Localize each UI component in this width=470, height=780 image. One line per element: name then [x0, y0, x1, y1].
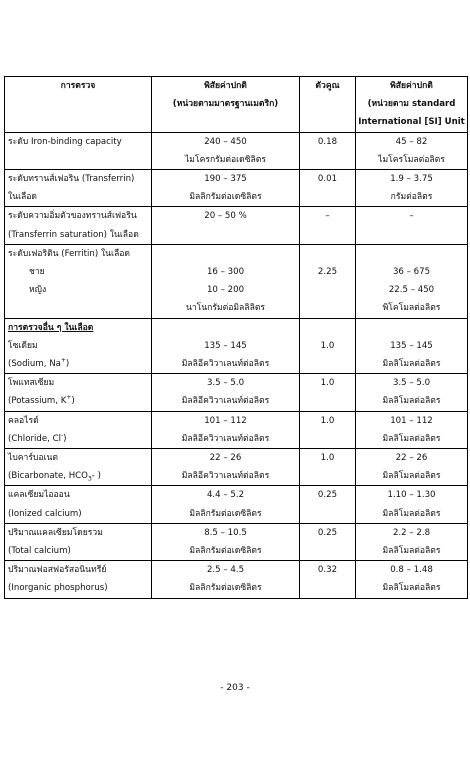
table-row	[5, 523, 468, 560]
factor-cell: 1.0	[300, 374, 356, 411]
factor-cell: 1.0	[300, 318, 356, 374]
test-name-cell: ปริมาณแคลเซียมโดยรวม (Total calcium)	[5, 523, 152, 560]
factor-cell: 0.18	[300, 132, 356, 169]
table-row	[5, 374, 468, 411]
test-name-cell: โพแทสเซียม (Potassium, K+)	[5, 374, 152, 411]
metric-range-cell: 190 – 375 มิลลิกรัมต่อเดซิลิตร	[152, 170, 300, 207]
factor-cell: 0.25	[300, 486, 356, 523]
header-metric-line-1: พิสัยค่าปกติ	[204, 81, 247, 91]
test-name-cell: การตรวจอื่น ๆ ในเลือด โซเดียม (Sodium, Na+)	[5, 318, 152, 374]
factor-cell: 2.25	[300, 244, 356, 318]
si-range-cell: 101 – 112 มิลลิโมลต่อลิตร	[356, 411, 468, 448]
header-test	[5, 77, 152, 133]
factor-cell: 1.0	[300, 449, 356, 486]
header-factor	[300, 77, 356, 133]
header-factor-label: ตัวคูณ	[315, 81, 340, 91]
sub-label-male: ชาย	[29, 267, 45, 278]
si-range-cell: 1.10 – 1.30 มิลลิโมลต่อลิตร	[356, 486, 468, 523]
factor-cell: 0.25	[300, 523, 356, 560]
sub-label-female: หญิง	[29, 285, 47, 296]
test-name-cell: ระดับ Iron-binding capacity	[5, 132, 152, 169]
metric-range-cell: 240 – 450 ไมโครกรัมต่อเดซิลิตร	[152, 132, 300, 169]
test-name-cell: ระดับความอิ่มตัวของทรานส์เฟอริน (Transferrin saturation) ในเลือด	[5, 207, 152, 244]
si-range-cell: 1.9 – 3.75 กรัมต่อลิตร	[356, 170, 468, 207]
table-row	[5, 486, 468, 523]
table-row	[5, 561, 468, 598]
test-name-cell: ไบคาร์บอเนต (Bicarbonate, $HCO_3-$ )	[5, 449, 152, 486]
header-metric-range	[152, 77, 300, 133]
header-metric-line-2: (หน่วยตามมาตรฐานเมตริก)	[172, 99, 279, 110]
factor-cell: 0.32	[300, 561, 356, 598]
si-range-cell: 2.2 – 2.8 มิลลิโมลต่อลิตร	[356, 523, 468, 560]
reference-range-table	[4, 76, 468, 599]
metric-range-cell: 8.5 – 10.5 มิลลิกรัมต่อเดซิลิตร	[152, 523, 300, 560]
header-test-label: การตรวจ	[60, 81, 96, 91]
si-range-cell: –	[356, 207, 468, 244]
si-range-cell: 36 – 675 22.5 – 450 พิโคโมลต่อลิตร	[356, 244, 468, 318]
metric-range-cell: 4.4 – 5.2 มิลลิกรัมต่อเดซิลิตร	[152, 486, 300, 523]
header-si-line-2: (หน่วยตาม standard	[367, 99, 456, 110]
metric-range-cell: 22 – 26 มิลลิอีควิวาเลนท์ต่อลิตร	[152, 449, 300, 486]
metric-range-cell: 135 – 145 มิลลิอีควิวาเลนท์ต่อลิตร	[152, 318, 300, 374]
table-row	[5, 170, 468, 207]
table-row	[5, 318, 468, 374]
si-range-cell: 22 – 26 มิลลิโมลต่อลิตร	[356, 449, 468, 486]
metric-range-cell: 20 – 50 %	[152, 207, 300, 244]
header-si-range	[356, 77, 468, 133]
factor-cell: 0.01	[300, 170, 356, 207]
test-name-cell: คลอไรด์ (Chloride, Cl-)	[5, 411, 152, 448]
table-row	[5, 132, 468, 169]
si-range-cell: 3.5 – 5.0 มิลลิโมลต่อลิตร	[356, 374, 468, 411]
section-title: การตรวจอื่น ๆ ในเลือด	[8, 322, 94, 333]
test-name-cell: ระดับทรานส์เฟอริน (Transferrin) ในเลือด	[5, 170, 152, 207]
table-row	[5, 449, 468, 486]
header-si-line-1: พิสัยค่าปกติ	[390, 81, 433, 91]
test-name-cell: ระดับเฟอริติน (Ferritin) ในเลือด ชาย หญิง	[5, 244, 152, 318]
metric-range-cell: 2.5 – 4.5 มิลลิกรัมต่อเดซิลิตร	[152, 561, 300, 598]
metric-range-cell: 3.5 – 5.0 มิลลิอีควิวาเลนท์ต่อลิตร	[152, 374, 300, 411]
header-si-line-3: International [SI] Unit	[358, 117, 465, 128]
test-name-cell: ปริมาณฟอสฟอรัสอนินทรีย์ (Inorganic phosphorus)	[5, 561, 152, 598]
page-number: - 203 -	[220, 683, 250, 693]
table-header-row	[5, 77, 468, 133]
si-range-cell: 45 – 82 ไมโครโมลต่อลิตร	[356, 132, 468, 169]
table-row	[5, 244, 468, 318]
table-row	[5, 411, 468, 448]
test-name-cell: แคลเซียมไอออน (Ionized calcium)	[5, 486, 152, 523]
factor-cell: –	[300, 207, 356, 244]
si-range-cell: 0.8 – 1.48 มิลลิโมลต่อลิตร	[356, 561, 468, 598]
factor-cell: 1.0	[300, 411, 356, 448]
metric-range-cell: 101 – 112 มิลลิอีควิวาเลนท์ต่อลิตร	[152, 411, 300, 448]
si-range-cell: 135 – 145 มิลลิโมลต่อลิตร	[356, 318, 468, 374]
metric-range-cell: 16 – 300 10 – 200 นาโนกรัมต่อมิลลิลิตร	[152, 244, 300, 318]
table-row	[5, 207, 468, 244]
